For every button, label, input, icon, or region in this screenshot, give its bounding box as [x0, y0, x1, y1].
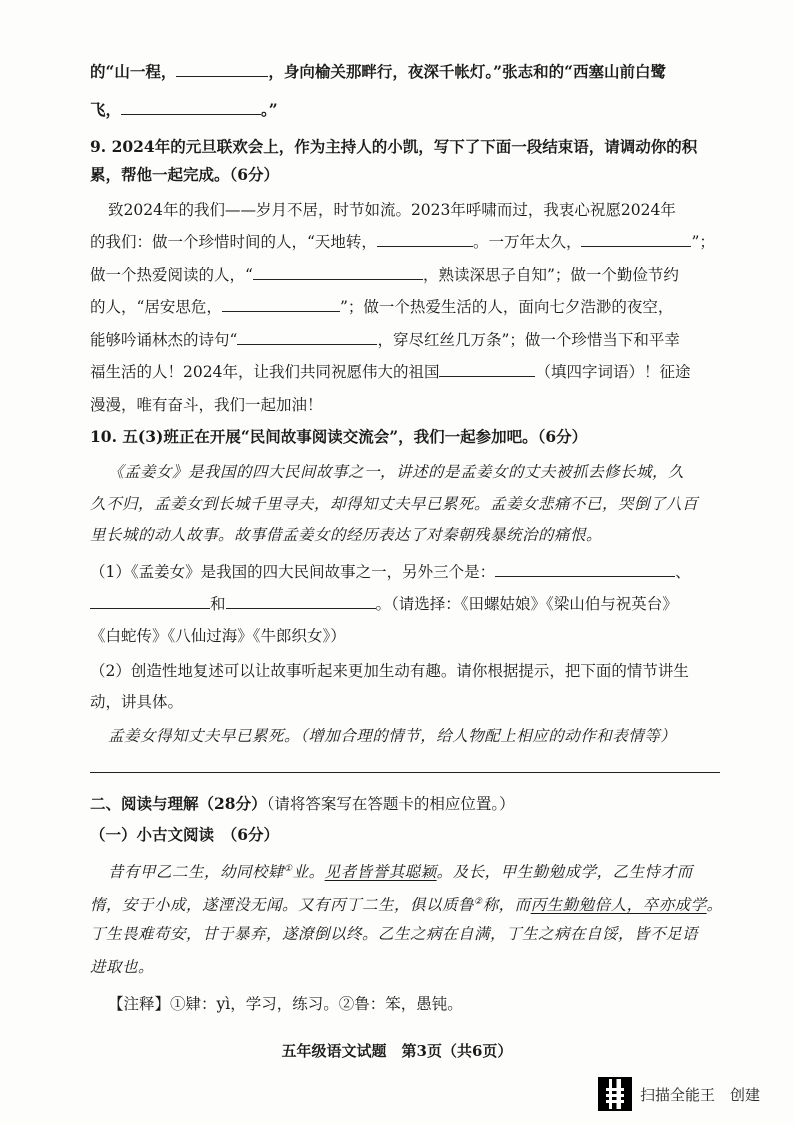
- q9-para-1: 致2024年的我们——岁月不居，时节如流。2023年呼啸而过，我衷心祝愿2024年: [108, 201, 676, 219]
- text: ，穿尽红丝几万条”；做一个珍惜当下和平幸: [377, 331, 680, 349]
- watermark-text: 扫描全能王 创建: [640, 1085, 761, 1104]
- answer-blank[interactable]: [439, 362, 535, 377]
- q8-line-1: [90, 60, 744, 84]
- answer-blank[interactable]: [121, 100, 261, 115]
- text: 的我们：做一个珍惜时间的人，“天地转，: [90, 233, 377, 251]
- q10-prompt: 孟姜女得知丈夫早已累死。（增加合理的情节，给人物配上相应的动作和表情等）: [108, 727, 677, 745]
- q10-story-3: 里长城的动人故事。故事借孟姜女的经历表达了对秦朝残暴统治的痛恨。: [90, 526, 603, 544]
- text: 的“山一程，: [90, 62, 177, 81]
- q8-line-2: [90, 98, 744, 122]
- answer-blank[interactable]: [581, 232, 691, 247]
- annotation-note: 【注释】①肄：yì，学习，练习。②鲁：笨，愚钝。: [108, 995, 463, 1013]
- answer-blank[interactable]: [222, 297, 340, 312]
- section-title: 二、阅读与理解（28分）: [90, 794, 267, 813]
- subsection-heading: （一）小古文阅读 （6分）: [90, 825, 280, 844]
- text: 的人，“居安思危，: [90, 298, 222, 316]
- footnote-marker: ①: [284, 864, 293, 874]
- answer-blank[interactable]: [176, 62, 268, 77]
- q10-sub1-line-1: [90, 560, 744, 584]
- text: 做一个热爱阅读的人，“: [90, 266, 253, 284]
- underlined-sentence: 见者皆誉其聪颖: [324, 863, 437, 882]
- classical-text-2: [90, 890, 744, 917]
- answer-blank[interactable]: [253, 265, 423, 280]
- q9-para-2: [90, 230, 744, 254]
- text: ”；做一个热爱生活的人，面向七夕浩渺的夜空，: [339, 298, 674, 316]
- q9-heading-1: 9. 2024年的元旦联欢会上，作为主持人的小凯，写下了下面一段结束语，请调动你的积: [90, 137, 698, 156]
- text: （1）《孟姜女》是我国的四大民间故事之一，另外三个是：: [90, 563, 496, 581]
- text: （填四字词语）！征途: [535, 363, 691, 381]
- text: 飞，: [90, 100, 122, 119]
- text: 。: [706, 896, 723, 915]
- q10-sub1-line-3: 《白蛇传》《八仙过海》《牛郎织女》）: [90, 627, 346, 645]
- answer-blank[interactable]: [495, 562, 675, 577]
- text: 称，而: [482, 896, 531, 915]
- q9-para-3: [90, 263, 744, 287]
- q9-heading-2: 累，帮他一起完成。（6分）: [90, 165, 280, 184]
- q9-para-6: [90, 360, 744, 384]
- q10-story-1: 《孟姜女》是我国的四大民间故事之一，讲述的是孟姜女的丈夫被抓去修长城，久: [108, 463, 685, 481]
- text: 。及长，甲生勤勉成学，乙生恃才而: [436, 863, 693, 882]
- underlined-sentence: 丙生勤勉倍人，卒亦成学: [530, 896, 707, 915]
- text: 。一万年太久，: [472, 233, 582, 251]
- classical-text-4: 进取也。: [90, 958, 155, 976]
- text: 惰，安于小成，遂湮没无闻。又有丙丁二生，俱以质鲁: [90, 896, 475, 915]
- text: 、: [675, 563, 691, 581]
- text: 。（请选择：《田螺姑娘》《梁山伯与祝英台》: [375, 595, 678, 613]
- answer-blank[interactable]: [226, 594, 376, 609]
- q10-story-2: 久不归，孟姜女到长城千里寻夫，却得知丈夫早已累死。孟姜女悲痛不已，哭倒了八百: [90, 495, 699, 513]
- text: 福生活的人！2024年，让我们共同祝愿伟大的祖国: [90, 363, 440, 381]
- answer-blank[interactable]: [90, 594, 210, 609]
- text: 和: [210, 595, 226, 613]
- q9-para-7: 漫漫，唯有奋斗，我们一起加油！: [90, 396, 323, 414]
- q10-sub2-line-2: 动，讲具体。: [90, 693, 184, 711]
- classical-text-3: 丁生畏难苟安，甘于暴弃，遂潦倒以终。乙生之病在自满，丁生之病在自馁，皆不足语: [90, 925, 699, 943]
- q10-heading: 10. 五(3)班正在开展“民间故事阅读交流会”，我们一起参加吧。（6分）: [90, 427, 588, 446]
- page-footer: 五年级语文试题 第3页（共6页）: [281, 1042, 513, 1060]
- text: ”；: [691, 233, 715, 251]
- qr-code-icon: [598, 1077, 632, 1111]
- text: 能够吟诵林杰的诗句“: [90, 331, 238, 349]
- text: 业。: [292, 863, 325, 882]
- q10-sub2-line-1: （2）创造性地复述可以让故事听起来更加生动有趣。请你根据提示，把下面的情节讲生: [90, 662, 689, 680]
- section-note: （请将答案写在答题卡的相应位置。）: [266, 795, 515, 813]
- text: ，熟读深思子自知”；做一个勤俭节约: [422, 266, 679, 284]
- section-2-heading: [90, 792, 744, 816]
- q10-sub1-line-2: [90, 592, 744, 616]
- answer-blank[interactable]: [377, 232, 473, 247]
- scanner-watermark: [598, 1077, 760, 1111]
- classical-text-1: [108, 857, 744, 884]
- text: 昔有甲乙二生，幼同校肄: [108, 863, 285, 882]
- answer-blank[interactable]: [237, 330, 377, 345]
- text: ，身向榆关那畔行，夜深千帐灯。”张志和的“西塞山前白鹭: [268, 62, 667, 81]
- footnote-marker: ②: [474, 897, 483, 907]
- answer-line[interactable]: [90, 772, 720, 773]
- q9-para-5: [90, 328, 744, 352]
- q9-para-4: [90, 295, 744, 319]
- text: 。”: [261, 100, 278, 119]
